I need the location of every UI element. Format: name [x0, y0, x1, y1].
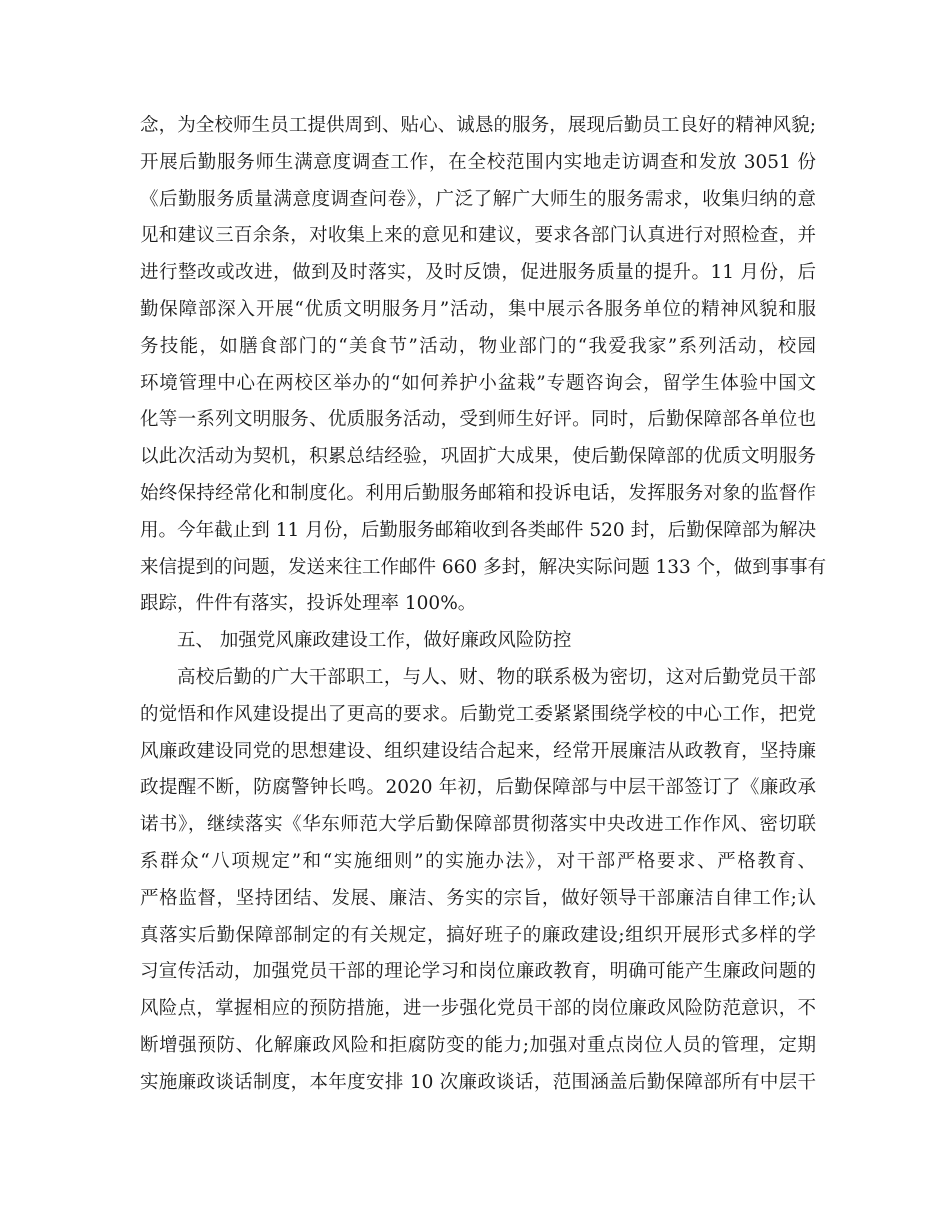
- text-line: 始终保持经常化和制度化。利用后勤服务邮箱和投诉电话，发挥服务对象的监督作: [140, 482, 816, 504]
- text-line: 来信提到的问题，发送来往工作邮件 660 多封，解决实际问题 133 个，做到事事有: [140, 556, 827, 578]
- text-line: 务技能，如膳食部门的“美食节”活动，物业部门的“我爱我家”系列活动，校园: [140, 335, 816, 357]
- text-line: 以此次活动为契机，积累总结经验，巩固扩大成果，使后勤保障部的优质文明服务: [140, 446, 816, 468]
- text-line: 开展后勤服务师生满意度调查工作，在全校范围内实地走访调查和发放 3051 份: [140, 151, 816, 173]
- text-line: 环境管理中心在两校区举办的“如何养护小盆栽”专题咨询会，留学生体验中国文: [140, 372, 816, 394]
- paragraph-integrity-building: [140, 660, 816, 1102]
- text-line: 实施廉政谈话制度，本年度安排 10 次廉政谈话，范围涵盖后勤保障部所有中层干: [140, 1071, 816, 1093]
- section-heading-5: 五、 加强党风廉政建设工作，做好廉政风险防控: [177, 630, 572, 652]
- document-body: [140, 108, 827, 1102]
- text-line: 风险点，掌握相应的预防措施，进一步强化党员干部的岗位廉政风险防范意识，不: [140, 998, 816, 1020]
- text-line: 高校后勤的广大干部职工，与人、财、物的联系极为密切，这对后勤党员干部: [177, 666, 816, 688]
- paragraph-service-survey: [140, 108, 827, 623]
- text-line: 习宣传活动，加强党员干部的理论学习和岗位廉政教育，明确可能产生廉政问题的: [140, 961, 816, 983]
- text-line: 的觉悟和作风建设提出了更高的要求。后勤党工委紧紧围绕学校的中心工作，把党: [140, 703, 816, 725]
- text-line: 见和建议三百余条，对收集上来的意见和建议，要求各部门认真进行对照检查，并: [140, 225, 816, 247]
- text-line: 系群众“八项规定”和“实施细则”的实施办法》，对干部严格要求、严格教育、: [140, 850, 816, 872]
- text-line: 《后勤服务质量满意度调查问卷》，广泛了解广大师生的服务需求，收集归纳的意: [140, 188, 816, 210]
- text-line: 勤保障部深入开展“优质文明服务月”活动，集中展示各服务单位的精神风貌和服: [140, 298, 816, 320]
- text-line: 断增强预防、化解廉政风险和拒腐防变的能力;加强对重点岗位人员的管理，定期: [140, 1034, 816, 1056]
- text-line: 真落实后勤保障部制定的有关规定，搞好班子的廉政建设;组织开展形式多样的学: [140, 924, 816, 946]
- text-line: 诺书》，继续落实《华东师范大学后勤保障部贯彻落实中央改进工作作风、密切联: [140, 814, 816, 836]
- text-line: 进行整改或改进，做到及时落实，及时反馈，促进服务质量的提升。11 月份，后: [140, 262, 816, 284]
- text-line: 用。今年截止到 11 月份，后勤服务邮箱收到各类邮件 520 封，后勤保障部为解决: [140, 519, 816, 541]
- text-line: 风廉政建设同党的思想建设、组织建设结合起来，经常开展廉洁从政教育，坚持廉: [140, 740, 816, 762]
- text-line: 念，为全校师生员工提供周到、贴心、诚恳的服务，展现后勤员工良好的精神风貌;: [140, 115, 816, 136]
- text-line: 化等一系列文明服务、优质服务活动，受到师生好评。同时，后勤保障部各单位也: [140, 409, 816, 431]
- text-line: 严格监督，坚持团结、发展、廉洁、务实的宗旨，做好领导干部廉洁自律工作;认: [140, 887, 816, 909]
- text-line: 跟踪，件件有落实，投诉处理率 100%。: [140, 593, 477, 615]
- text-line: 政提醒不断，防腐警钟长鸣。2020 年初，后勤保障部与中层干部签订了《廉政承: [140, 777, 816, 799]
